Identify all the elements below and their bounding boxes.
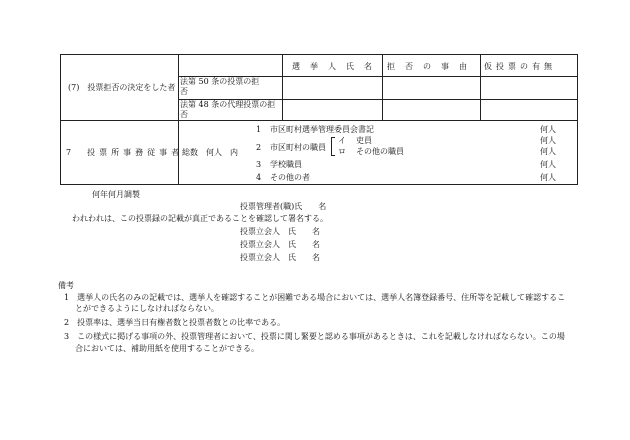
- notes-title: 備考: [58, 281, 74, 290]
- article50-line2: 否: [180, 87, 188, 96]
- staff-total: 総数 何人 内: [182, 148, 238, 157]
- header-provisional-vote: 仮投票の有無: [484, 62, 556, 71]
- witness-signature-3: 投票立会人 氏 名: [240, 253, 320, 262]
- staff-item-1-count: 何人: [540, 125, 556, 134]
- preparation-date: 何年何月調製: [92, 190, 140, 199]
- staff-item-4: その他の者: [270, 173, 310, 182]
- staff-item-4-count: 何人: [540, 173, 556, 182]
- staff-subitem-2: その他の職員: [356, 147, 404, 156]
- witness-signature-2: 投票立会人 氏 名: [240, 240, 320, 249]
- staff-subitem-2-count: 何人: [540, 147, 556, 156]
- staff-subitem-mark-1: イ: [338, 136, 346, 145]
- note-2: 2 投票率は、選挙当日有権者数と投票者数との比率である。: [64, 318, 286, 327]
- table-line: [60, 120, 578, 121]
- table-line: [282, 54, 283, 120]
- table-border-right: [577, 54, 578, 185]
- note-3-line1: 3 この様式に掲げる事項の外、投票管理者において、投票に関し緊要と認める事項があるときは、これを記載しなければならない。この場: [64, 332, 565, 341]
- article48-line1: 法第 48 条の代理投票の拒: [180, 100, 276, 109]
- note-3-line2: 合においては、補助用紙を使用することができる。: [75, 344, 259, 353]
- witness-signature-1: 投票立会人 氏 名: [240, 227, 320, 236]
- table-border-top: [60, 54, 578, 55]
- staff-item-3: 学校職員: [270, 160, 302, 169]
- staff-subitem-1: 吏員: [356, 136, 372, 145]
- header-rejection-reason: 拒否の事由: [387, 62, 477, 71]
- bracket: [331, 137, 335, 156]
- manager-signature: 投票管理者(職)氏 名: [240, 202, 327, 211]
- table-border-bottom: [60, 184, 578, 185]
- article50-line1: 法第 50 条の投票の拒: [180, 77, 260, 86]
- header-voter-name: 選挙人氏名: [292, 62, 382, 71]
- note-1-line2: とができるようにしなければならない。: [75, 304, 219, 313]
- table-line: [178, 54, 179, 185]
- polling-record-table: [60, 54, 578, 184]
- note-1-line1: 1 選挙人の氏名のみの記載では、選挙人を確認することが困難である場合においては、選挙人名簿登録番号、住所等を記載して確認するこ: [64, 293, 566, 302]
- staff-subitem-1-count: 何人: [540, 136, 556, 145]
- staff-item-2: 市区町村の職員: [270, 143, 326, 152]
- rejection-decider-label: (7) 投票拒否の決定をした者: [68, 83, 176, 92]
- confirmation-statement: われわれは、この投票録の記載が真正であることを確認して署名する。: [72, 214, 328, 223]
- article48-line2: 否: [180, 110, 188, 119]
- staff-item-1: 市区町村選挙管理委員会書記: [270, 125, 374, 134]
- staff-item-num-1: 1: [256, 125, 262, 134]
- staff-item-num-4: 4: [256, 173, 262, 182]
- table-line: [480, 54, 481, 120]
- table-border-left: [60, 54, 61, 185]
- table-line: [382, 54, 383, 120]
- staff-label: 7 投票所事務従事者: [66, 148, 184, 157]
- staff-item-3-count: 何人: [540, 160, 556, 169]
- staff-item-num-2: 2: [256, 143, 262, 152]
- staff-subitem-mark-2: ロ: [338, 147, 346, 156]
- staff-item-num-3: 3: [256, 160, 262, 169]
